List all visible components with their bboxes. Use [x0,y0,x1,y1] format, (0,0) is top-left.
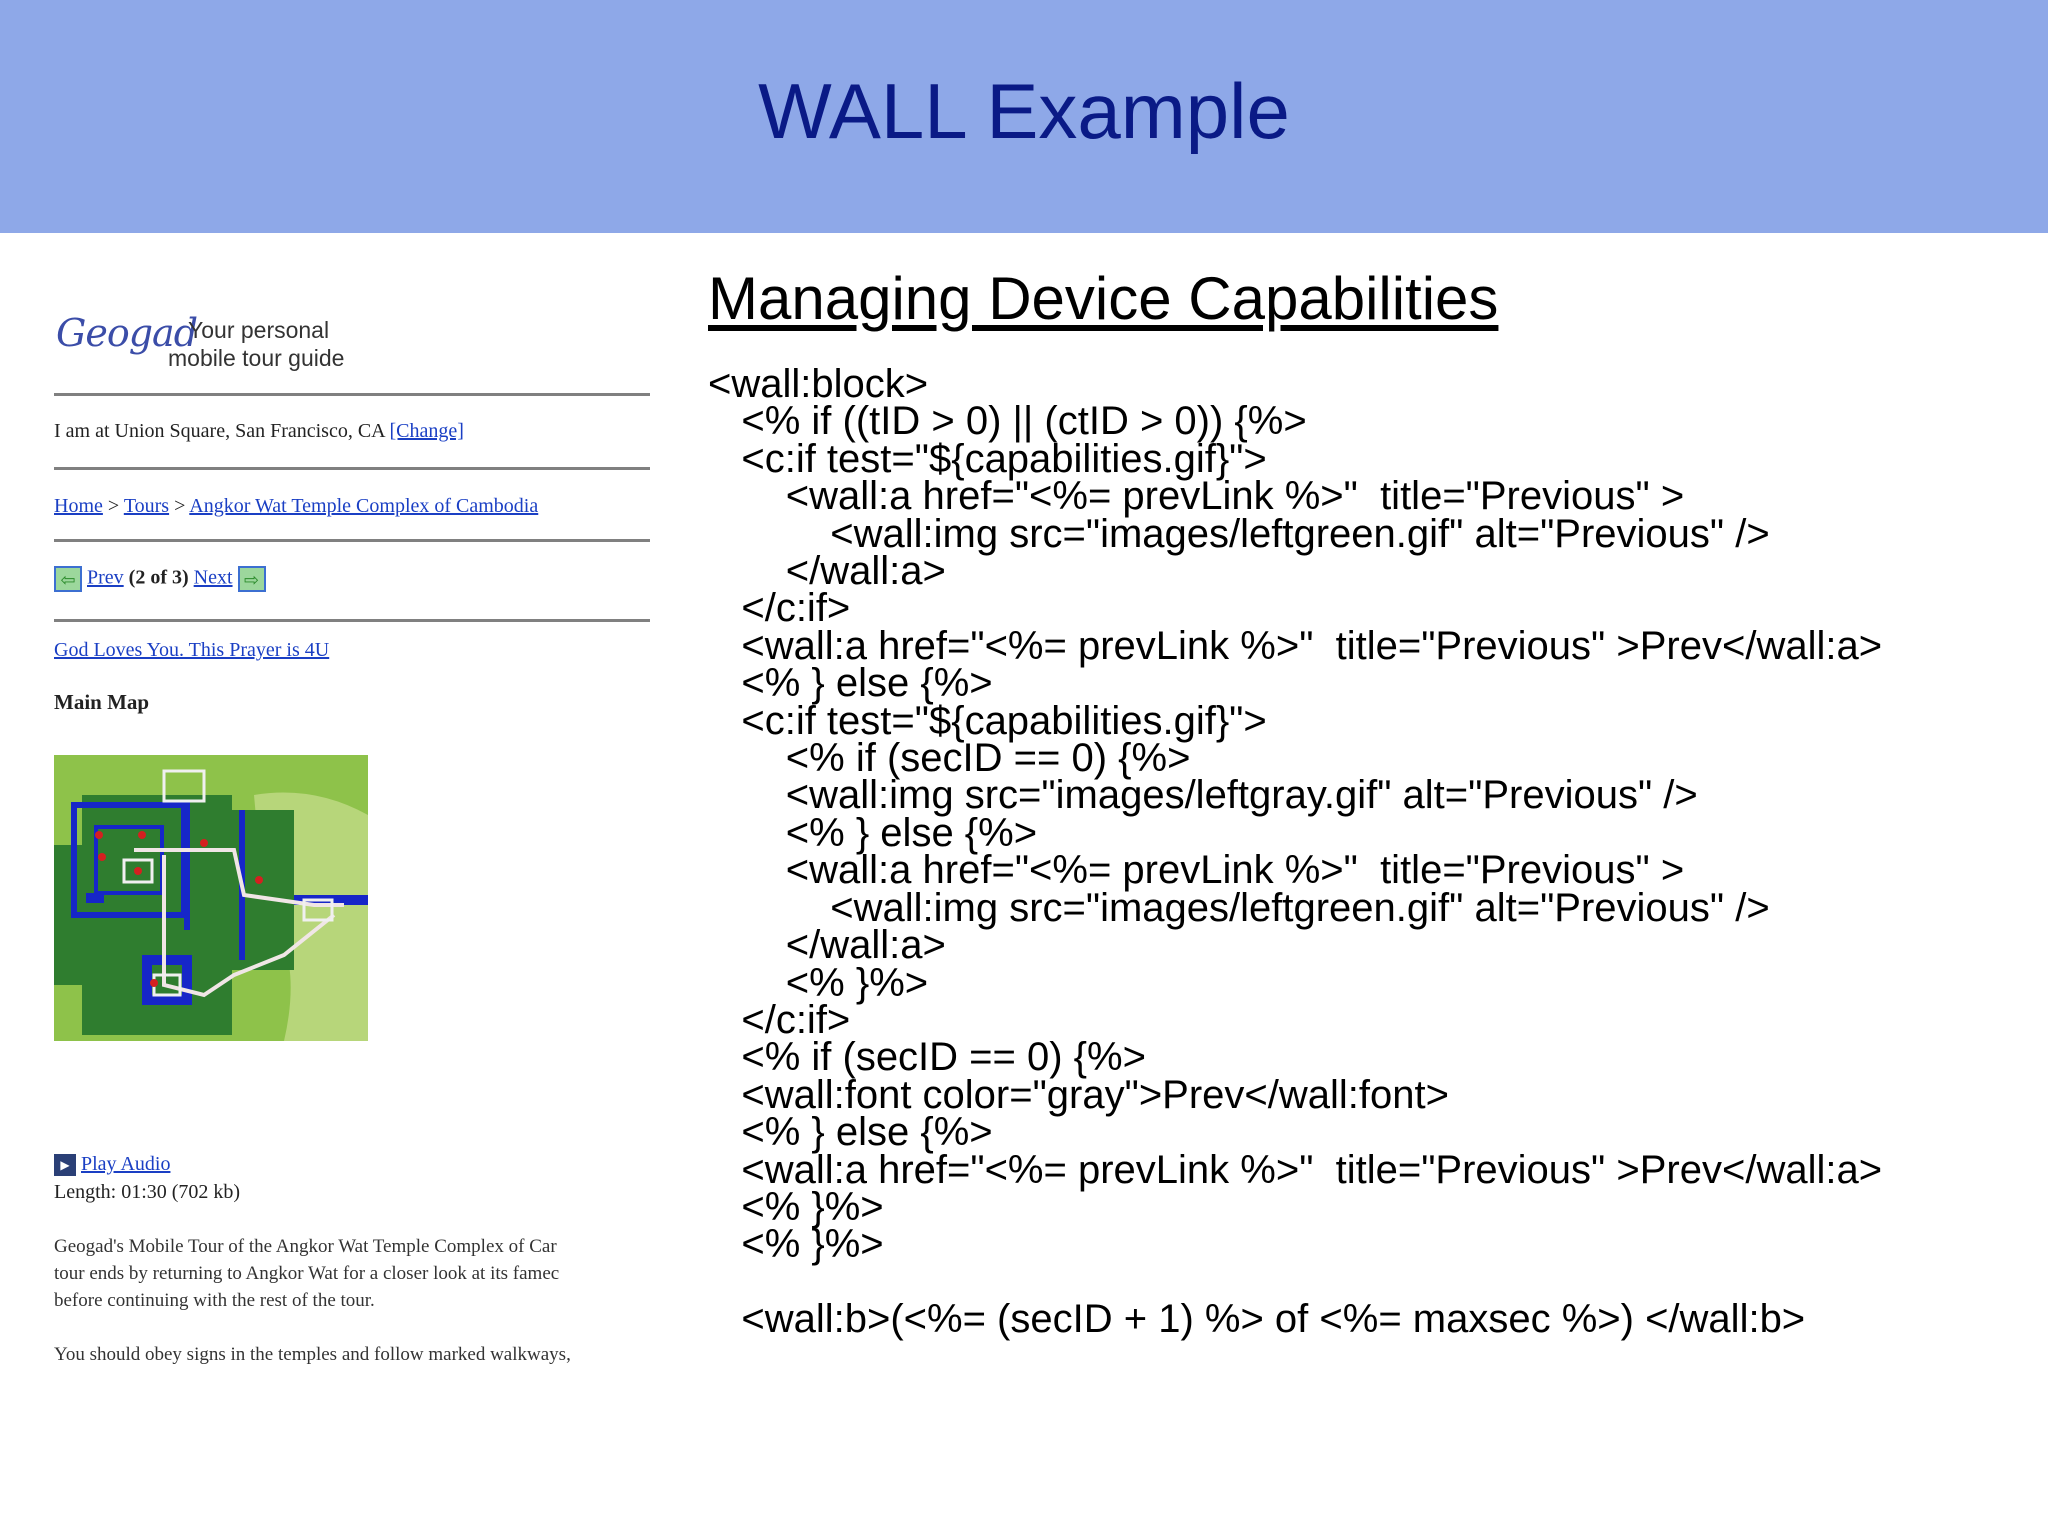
right-arrow-icon[interactable]: ⇨ [238,566,266,592]
divider [54,539,650,542]
pager-position: (2 of 3) [123,566,194,589]
prev-link[interactable]: Prev [87,566,124,589]
section-heading: Managing Device Capabilities [708,265,1499,332]
promo-link[interactable]: God Loves You. This Prayer is 4U [54,639,330,661]
location-line [54,420,464,443]
breadcrumb-separator: > [169,495,190,517]
divider [54,393,650,396]
temple-map-image[interactable] [54,755,368,1041]
play-icon[interactable]: ▶ [54,1154,76,1176]
divider [54,619,650,622]
logo-tagline: Your personal [188,317,330,343]
divider [54,467,650,470]
mobile-page-screenshot [0,233,660,1393]
logo-tagline: mobile tour guide [168,345,345,371]
location-text: I am at Union Square, San Francisco, CA [54,420,390,442]
description-line: You should obey signs in the temples and follow marked walkways, [54,1344,571,1365]
breadcrumb-home-link[interactable]: Home [54,495,103,517]
code-listing: <wall:block> <% if ((tID > 0) || (ctID > 0)) {%> <c:if test="${capabilities.gif}"> <wall:a href="<%= prevLink %>" title="Previous" > <wall:img src="images/leftgreen.gif" alt="Previous" /> </wall:a> </c:if> <wall:a href="<%= prevLink %>" title="Previous" >Prev</wall:a> <% } else {%> <c:if test="${capabilities.gif}"> <% if (secID == 0) {%> <wall:img src="images/leftgray.gif" alt="Previous" /> <% } else {%> <wall:a href="<%= prevLink %>" title="Previous" > <wall:img src="images/leftgreen.gif" alt="Previous" /> </wall:a> <% }%> </c:if> <% if (secID == 0) {%> <wall:font color="gray">Prev</wall:font> <% } else {%> <wall:a href="<%= prevLink %>" title="Previous" >Prev</wall:a> <% }%> <% }%> <wall:b>(<%= (secID + 1) %> of <%= maxsec %>) </wall:b> [708,362,1883,1342]
map-heading: Main Map [54,690,150,714]
next-link[interactable]: Next [193,566,233,589]
breadcrumb-separator: > [102,495,124,517]
audio-length: Length: 01:30 (702 kb) [54,1181,241,1203]
breadcrumb-tours-link[interactable]: Tours [123,495,170,517]
logo-mark: Geogad [56,311,198,355]
promo-line [54,639,329,662]
description-line: Geogad's Mobile Tour of the Angkor Wat Temple Complex of Car [54,1236,557,1257]
pager [54,566,266,592]
breadcrumb [54,495,538,518]
left-arrow-icon[interactable]: ⇦ [54,566,82,592]
slide-title: WALL Example [758,67,1290,155]
breadcrumb-current-link[interactable]: Angkor Wat Temple Complex of Cambodia [189,495,539,517]
change-location-link[interactable]: [Change] [389,420,464,442]
audio-line [54,1153,170,1176]
description-line: tour ends by returning to Angkor Wat for a closer look at its famec [54,1263,560,1284]
play-audio-link[interactable]: Play Audio [81,1153,171,1175]
description-line: before continuing with the rest of the tour. [54,1290,375,1311]
